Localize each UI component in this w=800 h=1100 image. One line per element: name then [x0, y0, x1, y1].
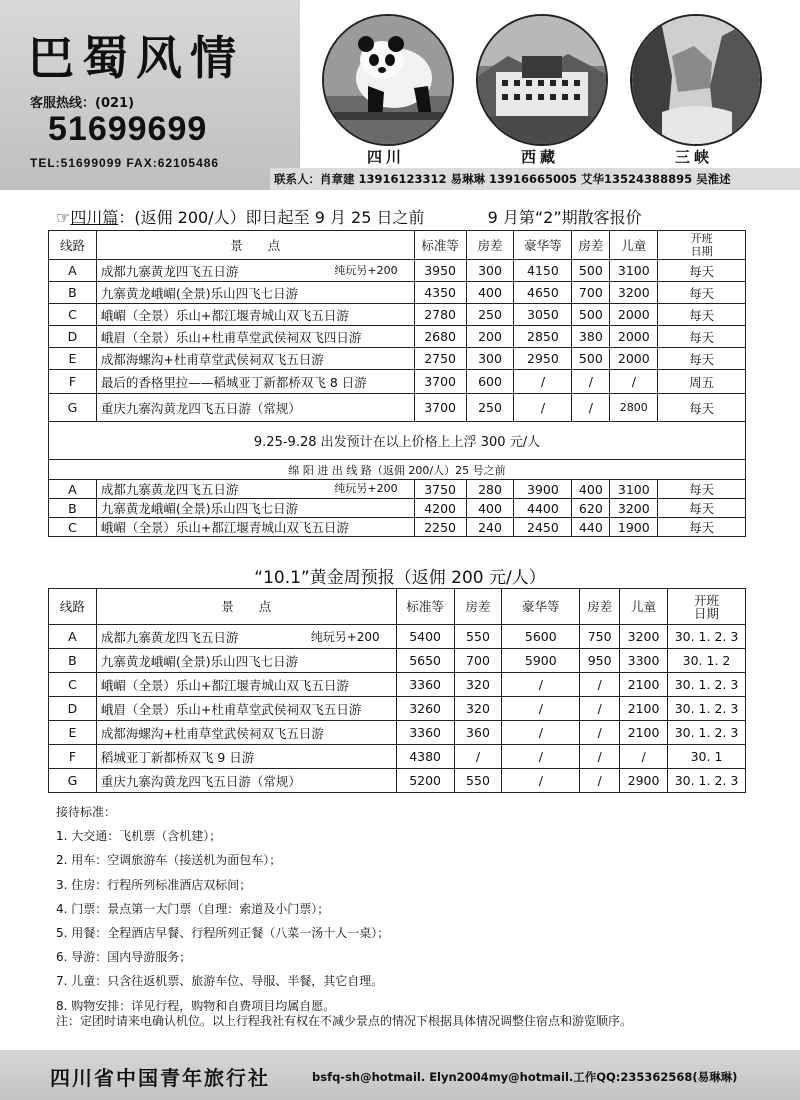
- table-row: [49, 769, 746, 793]
- table-header-row: [49, 231, 746, 260]
- price-child: 2000: [610, 348, 658, 370]
- route-spots: [96, 518, 414, 537]
- route-spots: [96, 370, 414, 394]
- price-standard: 3700: [414, 394, 466, 422]
- room-diff-luxury: /: [580, 697, 620, 721]
- price-luxury: 2850: [514, 326, 572, 348]
- route-spots: [96, 649, 396, 673]
- route-code: C: [49, 518, 97, 537]
- room-diff: 400: [466, 499, 514, 518]
- route-name: 重庆九寨沟黄龙四飞五日游（常规）: [100, 400, 301, 416]
- service-standards: [56, 800, 389, 1018]
- price-luxury: 4150: [514, 260, 572, 282]
- route-spots: [96, 480, 414, 499]
- route-name: 九寨黄龙峨嵋(全景)乐山四飞七日游: [100, 653, 299, 669]
- price-standard: 2250: [414, 518, 466, 537]
- photo-label-sichuan: 四川: [366, 148, 405, 166]
- standards-title: 接待标准：: [56, 805, 117, 819]
- route-name: 峨嵋（全景）乐山+都江堰青城山双飞五日游: [100, 520, 349, 535]
- table-row: [49, 260, 746, 282]
- standard-item: 2. 用车：空调旅游车（接送机为面包车）；: [56, 853, 282, 868]
- room-diff: 300: [466, 260, 514, 282]
- price-luxury: 5900: [502, 649, 580, 673]
- standard-item: 1. 大交通：飞机票（含机建）；: [56, 829, 222, 844]
- price-child: /: [610, 370, 658, 394]
- price-standard: 2750: [414, 348, 466, 370]
- route-spots: [96, 394, 414, 422]
- price-period: 9 月第“2”期散客报价: [487, 208, 642, 227]
- room-diff-luxury: 950: [580, 649, 620, 673]
- route-name: 最后的香格里拉——稻城亚丁新都桥双飞 8 日游: [100, 374, 367, 390]
- standard-item: 5. 用餐：全程酒店早餐、行程所列正餐（八菜一汤十人一桌）；: [56, 925, 390, 940]
- table-row: [49, 282, 746, 304]
- pointing-hand-icon: ☞: [56, 208, 71, 227]
- col-header-child: 儿童: [610, 231, 658, 260]
- departure-days: 30. 1. 2. 3: [668, 673, 746, 697]
- price-standard: 3950: [414, 260, 466, 282]
- table-row: [49, 480, 746, 499]
- route-spots: [96, 304, 414, 326]
- price-child: 3200: [610, 282, 658, 304]
- room-diff-luxury: 750: [580, 625, 620, 649]
- table-row: [49, 745, 746, 769]
- departure-days: 30. 1: [668, 745, 746, 769]
- route-code: F: [49, 745, 97, 769]
- route-code: C: [49, 673, 97, 697]
- price-luxury: /: [502, 745, 580, 769]
- panda-photo: [322, 14, 454, 146]
- col-header-route: 线路: [49, 231, 97, 260]
- route-name: 稻城亚丁新都桥双飞 9 日游: [100, 749, 255, 765]
- golden-week-price-table: [48, 588, 746, 793]
- sichuan-section-title: [56, 205, 642, 228]
- col-header-luxury: 豪华等: [502, 589, 580, 625]
- col-header-spots: 景 点: [96, 589, 396, 625]
- col-header-luxury: 豪华等: [514, 231, 572, 260]
- room-diff-luxury: 500: [572, 348, 610, 370]
- route-spots: [96, 769, 396, 793]
- route-name: 成都九寨黄龙四飞五日游: [100, 629, 239, 645]
- departure-days: 每天: [658, 304, 746, 326]
- room-diff: 320: [454, 697, 502, 721]
- price-luxury: /: [502, 697, 580, 721]
- mianyang-subheader-row: [49, 460, 746, 480]
- route-extra: 纯玩另+200: [310, 629, 380, 644]
- three-gorges-photo: [630, 14, 762, 146]
- price-standard: 2680: [414, 326, 466, 348]
- price-luxury: /: [502, 769, 580, 793]
- table-row: [49, 649, 746, 673]
- route-spots: [96, 673, 396, 697]
- col-header-standard: 标准等: [396, 589, 454, 625]
- price-standard: 3700: [414, 370, 466, 394]
- room-diff: 280: [466, 480, 514, 499]
- price-luxury: /: [514, 394, 572, 422]
- price-child: 3100: [610, 260, 658, 282]
- price-child: 1900: [610, 518, 658, 537]
- departure-days: 30. 1. 2. 3: [668, 697, 746, 721]
- col-header-room-diff: 房差: [454, 589, 502, 625]
- price-standard: 5650: [396, 649, 454, 673]
- route-spots: [96, 499, 414, 518]
- departure-days: 每天: [658, 499, 746, 518]
- price-child: 3200: [620, 625, 668, 649]
- room-diff-luxury: 440: [572, 518, 610, 537]
- standard-item: 6. 导游：国内导游服务；: [56, 950, 192, 965]
- col-header-route: 线路: [49, 589, 97, 625]
- departure-days: 30. 1. 2. 3: [668, 625, 746, 649]
- route-code: A: [49, 260, 97, 282]
- route-code: D: [49, 326, 97, 348]
- route-name: 成都九寨黄龙四飞五日游: [100, 482, 239, 497]
- price-standard: 5400: [396, 625, 454, 649]
- departure-days: 周五: [658, 370, 746, 394]
- col-header-room-diff-2: 房差: [572, 231, 610, 260]
- room-diff: /: [454, 745, 502, 769]
- price-standard: 5200: [396, 769, 454, 793]
- standard-item: 8. 购物安排：详见行程，购物和自费项目均属自愿。: [56, 998, 336, 1013]
- col-header-child: 儿童: [620, 589, 668, 625]
- room-diff: 700: [454, 649, 502, 673]
- departure-days: 每天: [658, 326, 746, 348]
- photo-label-three-gorges: 三峡: [674, 148, 713, 166]
- departure-days: 每天: [658, 282, 746, 304]
- room-diff: 550: [454, 625, 502, 649]
- price-standard: 3360: [396, 721, 454, 745]
- section-name: 四川篇: [70, 208, 119, 227]
- route-code: D: [49, 697, 97, 721]
- col-header-standard: 标准等: [414, 231, 466, 260]
- route-code: B: [49, 499, 97, 518]
- table-row: [49, 697, 746, 721]
- price-child: 2100: [620, 673, 668, 697]
- price-child: 3300: [620, 649, 668, 673]
- potala-palace-photo: [476, 14, 608, 146]
- price-standard: 3360: [396, 673, 454, 697]
- mianyang-subheader: 绵 阳 进 出 线 路（返佣 200/人）25 号之前: [49, 460, 746, 480]
- price-standard: 3260: [396, 697, 454, 721]
- route-spots: [96, 348, 414, 370]
- route-spots: [96, 625, 396, 649]
- room-diff-luxury: /: [580, 745, 620, 769]
- route-code: E: [49, 348, 97, 370]
- price-child: 3100: [610, 480, 658, 499]
- room-diff-luxury: 400: [572, 480, 610, 499]
- route-name: 峨嵋（全景）乐山+都江堰青城山双飞五日游: [100, 307, 349, 323]
- departure-days: 30. 1. 2. 3: [668, 769, 746, 793]
- route-code: A: [49, 480, 97, 499]
- golden-week-title: “10.1”黄金周预报（返佣 200 元/人）: [254, 568, 546, 588]
- contact-emails: bsfq-sh@hotmail. Elyn2004my@hotmail.工作QQ:235362568(易琳琳): [312, 1070, 738, 1084]
- price-luxury: 2450: [514, 518, 572, 537]
- header: [0, 0, 800, 190]
- table-row: [49, 673, 746, 697]
- route-extra: 纯玩另+200: [334, 263, 398, 277]
- photo-label-tibet: 西藏: [520, 148, 559, 166]
- departure-days: 30. 1. 2: [668, 649, 746, 673]
- table-header-row: [49, 589, 746, 625]
- route-code: A: [49, 625, 97, 649]
- room-diff: 300: [466, 348, 514, 370]
- section-commission: ：(返佣 200/人）即日起至 9 月 25 日之前: [118, 208, 425, 227]
- col-header-schedule: 开班 日期: [668, 589, 746, 625]
- col-header-schedule: 开班 日期: [658, 231, 746, 260]
- standard-item: 7. 儿童：只含往返机票、旅游车位、导服、半餐，其它自理。: [56, 974, 384, 989]
- table-row: [49, 721, 746, 745]
- room-diff-luxury: /: [580, 721, 620, 745]
- room-diff-luxury: /: [580, 769, 620, 793]
- room-diff: 550: [454, 769, 502, 793]
- price-luxury: /: [514, 370, 572, 394]
- company-name: 四川省中国青年旅行社: [50, 1066, 270, 1090]
- price-standard: 4200: [414, 499, 466, 518]
- room-diff: 360: [454, 721, 502, 745]
- departure-days: 每天: [658, 518, 746, 537]
- price-luxury: 2950: [514, 348, 572, 370]
- price-luxury: /: [502, 721, 580, 745]
- table-row: [49, 518, 746, 537]
- price-luxury: 3900: [514, 480, 572, 499]
- route-spots: [96, 326, 414, 348]
- route-name: 成都海螺沟+杜甫草堂武侯祠双飞五日游: [100, 351, 324, 367]
- route-code: B: [49, 649, 97, 673]
- route-code: C: [49, 304, 97, 326]
- tel-fax: TEL:51699099 FAX:62105486: [30, 156, 220, 170]
- room-diff-luxury: 500: [572, 304, 610, 326]
- route-code: G: [49, 394, 97, 422]
- room-diff: 400: [466, 282, 514, 304]
- departure-days: 每天: [658, 394, 746, 422]
- room-diff: 200: [466, 326, 514, 348]
- route-spots: [96, 745, 396, 769]
- price-standard: 4380: [396, 745, 454, 769]
- room-diff: 320: [454, 673, 502, 697]
- route-name: 峨眉（全景）乐山+杜甫草堂武侯祠双飞四日游: [100, 329, 362, 345]
- route-code: G: [49, 769, 97, 793]
- price-luxury: 4650: [514, 282, 572, 304]
- route-code: B: [49, 282, 97, 304]
- table-row: [49, 625, 746, 649]
- price-luxury: 3050: [514, 304, 572, 326]
- price-child: 2900: [620, 769, 668, 793]
- route-code: E: [49, 721, 97, 745]
- table-row: [49, 370, 746, 394]
- room-diff-luxury: /: [580, 673, 620, 697]
- route-spots: [96, 260, 414, 282]
- route-name: 峨嵋（全景）乐山+都江堰青城山双飞五日游: [100, 677, 349, 693]
- brand-panel: [0, 0, 300, 190]
- room-diff-luxury: 500: [572, 260, 610, 282]
- route-name: 九寨黄龙峨嵋(全景)乐山四飞七日游: [100, 501, 299, 516]
- table-row: [49, 326, 746, 348]
- price-child: 2000: [610, 304, 658, 326]
- room-diff-luxury: /: [572, 394, 610, 422]
- price-child: 2800: [610, 394, 658, 422]
- footer: [0, 1050, 800, 1100]
- departure-days: 30. 1. 2. 3: [668, 721, 746, 745]
- price-luxury: 5600: [502, 625, 580, 649]
- col-header-room-diff-2: 房差: [580, 589, 620, 625]
- standard-item: 4. 门票：景点第一大门票（自理：索道及小门票）；: [56, 901, 330, 916]
- room-diff: 240: [466, 518, 514, 537]
- price-standard: 4350: [414, 282, 466, 304]
- room-diff-luxury: 700: [572, 282, 610, 304]
- route-spots: [96, 721, 396, 745]
- route-name: 成都海螺沟+杜甫草堂武侯祠双飞五日游: [100, 725, 324, 741]
- route-extra: 纯玩另+200: [334, 482, 398, 495]
- room-diff-luxury: 380: [572, 326, 610, 348]
- col-header-room-diff: 房差: [466, 231, 514, 260]
- route-name: 峨眉（全景）乐山+杜甫草堂武侯祠双飞五日游: [100, 701, 362, 717]
- hotline-label: 客服热线：(021): [30, 96, 135, 111]
- departure-days: 每天: [658, 348, 746, 370]
- price-luxury: /: [502, 673, 580, 697]
- route-name: 成都九寨黄龙四飞五日游: [100, 263, 239, 279]
- room-diff: 250: [466, 394, 514, 422]
- price-child: 3200: [610, 499, 658, 518]
- departure-days: 每天: [658, 260, 746, 282]
- route-name: 九寨黄龙峨嵋(全景)乐山四飞七日游: [100, 285, 299, 301]
- table-row: [49, 304, 746, 326]
- route-spots: [96, 697, 396, 721]
- price-standard: 3750: [414, 480, 466, 499]
- booking-remark: 注：定团时请来电确认机位。以上行程我社有权在不减少景点的情况下根据具体情况调整住宿点和游览顺序。: [56, 1014, 633, 1028]
- room-diff: 600: [466, 370, 514, 394]
- price-standard: 2780: [414, 304, 466, 326]
- price-child: /: [620, 745, 668, 769]
- standard-item: 3. 住房：行程所列标准酒店双标间；: [56, 877, 252, 892]
- room-diff-luxury: 620: [572, 499, 610, 518]
- route-name: 重庆九寨沟黄龙四飞五日游（常规）: [100, 773, 301, 789]
- brand-logo: 巴蜀风情: [28, 31, 244, 85]
- price-child: 2100: [620, 721, 668, 745]
- room-diff: 250: [466, 304, 514, 326]
- hotline-number: 51699699: [48, 110, 208, 148]
- route-code: F: [49, 370, 97, 394]
- route-spots: [96, 282, 414, 304]
- col-header-spots: 景 点: [96, 231, 414, 260]
- table-row: [49, 499, 746, 518]
- table-row: [49, 348, 746, 370]
- sichuan-price-table: [48, 230, 746, 537]
- room-diff-luxury: /: [572, 370, 610, 394]
- table-row: [49, 394, 746, 422]
- price-child: 2000: [610, 326, 658, 348]
- departure-days: 每天: [658, 480, 746, 499]
- price-surcharge-note: 9.25-9.28 出发预计在以上价格上上浮 300 元/人: [49, 422, 746, 460]
- contact-persons: 联系人：肖章建 13916123312 易琳琳 13916665005 艾华13524388895 吴淮述: [270, 168, 800, 190]
- price-note-row: [49, 422, 746, 460]
- price-child: 2100: [620, 697, 668, 721]
- price-luxury: 4400: [514, 499, 572, 518]
